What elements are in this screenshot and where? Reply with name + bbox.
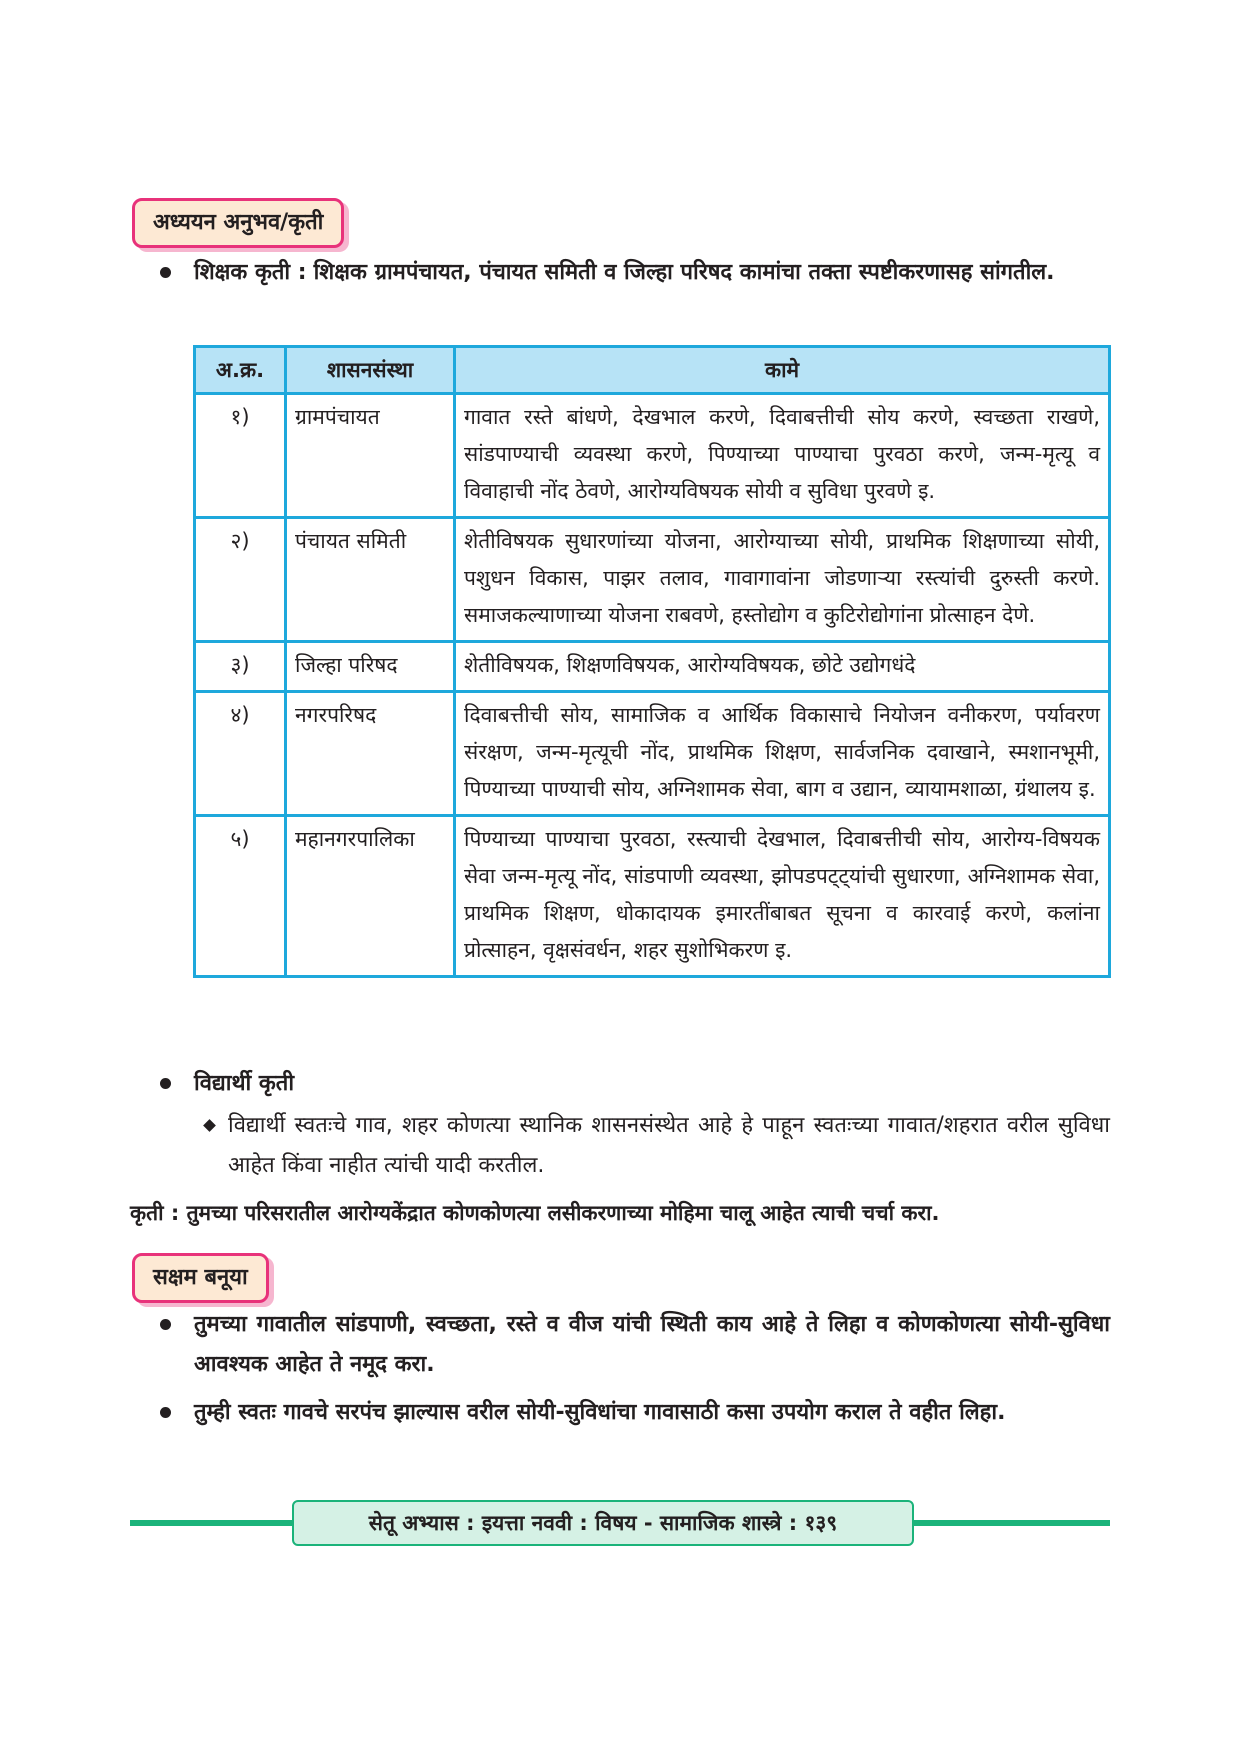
cell-serial: २) bbox=[195, 518, 286, 642]
table-row bbox=[195, 692, 1110, 816]
teacher-activity-label: शिक्षक कृती : bbox=[194, 260, 307, 285]
cell-serial: ३) bbox=[195, 642, 286, 692]
column-header-works: कामे bbox=[455, 347, 1110, 394]
cell-works: शेतीविषयक, शिक्षणविषयक, आरोग्यविषयक, छोटे उद्योगधंदे bbox=[455, 642, 1110, 692]
teacher-activity-item bbox=[160, 253, 1110, 293]
student-activity-subitem bbox=[200, 1106, 1110, 1186]
local-government-works-table bbox=[193, 345, 1111, 978]
diamond-bullet-icon bbox=[203, 1119, 216, 1132]
cell-serial: ५) bbox=[195, 816, 286, 977]
section-heading-be-capable: सक्षम बनूया bbox=[132, 1253, 269, 1303]
column-header-serial: अ.क्र. bbox=[195, 347, 286, 394]
bullet-icon bbox=[160, 1407, 171, 1418]
activity-line bbox=[130, 1193, 1110, 1233]
teacher-activity-text bbox=[194, 253, 1110, 293]
cell-body: महानगरपालिका bbox=[286, 816, 455, 977]
student-activity-item bbox=[160, 1064, 1110, 1104]
cell-works: गावात रस्ते बांधणे, देखभाल करणे, दिवाबत्तीची सोय करणे, स्वच्छता राखणे, सांडपाण्याची व्यवस्था करणे, पिण्याच्या पाण्याचा पुरवठा करणे, जन्म-मृत्यू व विवाहाची नोंद ठेवणे, आरोग्यविषयक सोयी व सुविधा पुरवणे इ. bbox=[455, 394, 1110, 518]
section-heading-learning-activity: अध्ययन अनुभव/कृती bbox=[132, 198, 344, 248]
student-activity-text: विद्यार्थी स्वतःचे गाव, शहर कोणत्या स्थानिक शासनसंस्थेत आहे हे पाहून स्वतःच्या गावात/शहरात वरील सुविधा आहेत किंवा नाहीत त्यांची यादी करतील. bbox=[228, 1113, 1110, 1178]
activity-label: कृती : bbox=[130, 1201, 180, 1225]
footer-banner: सेतू अभ्यास : इयत्ता नववी : विषय - सामाजिक शास्त्रे : १३९ bbox=[292, 1500, 914, 1546]
table-header-row bbox=[195, 347, 1110, 394]
list-item-text: तुम्ही स्वतः गावचे सरपंच झाल्यास वरील सोयी-सुविधांचा गावासाठी कसा उपयोग कराल ते वहीत लिहा. bbox=[194, 1400, 1006, 1425]
table-row bbox=[195, 642, 1110, 692]
table-row bbox=[195, 394, 1110, 518]
cell-serial: १) bbox=[195, 394, 286, 518]
cell-works: पिण्याच्या पाण्याचा पुरवठा, रस्त्याची देखभाल, दिवाबत्तीची सोय, आरोग्य-विषयक सेवा जन्म-मृत्यू नोंद, सांडपाणी व्यवस्था, झोपडपट्ट्यांची सुधारणा, अग्निशामक सेवा, प्राथमिक शिक्षण, धोकादायक इमारतींबाबत सूचना व कारवाई करणे, कलांना प्रोत्साहन, वृक्षसंवर्धन, शहर सुशोभिकरण इ. bbox=[455, 816, 1110, 977]
bullet-icon bbox=[160, 1319, 171, 1330]
cell-body: नगरपरिषद bbox=[286, 692, 455, 816]
student-activity-label: विद्यार्थी कृती bbox=[194, 1071, 295, 1096]
cell-body: जिल्हा परिषद bbox=[286, 642, 455, 692]
list-item bbox=[160, 1393, 1110, 1433]
teacher-activity-body: शिक्षक ग्रामपंचायत, पंचायत समिती व जिल्हा परिषद कामांचा तक्ता स्पष्टीकरणासह सांगतील. bbox=[313, 260, 1055, 285]
cell-serial: ४) bbox=[195, 692, 286, 816]
cell-body: पंचायत समिती bbox=[286, 518, 455, 642]
table-row bbox=[195, 816, 1110, 977]
table-row bbox=[195, 518, 1110, 642]
activity-text: तुमच्या परिसरातील आरोग्यकेंद्रात कोणकोणत्या लसीकरणाच्या मोहिमा चालू आहेत त्याची चर्चा करा. bbox=[186, 1201, 940, 1225]
bullet-icon bbox=[160, 1078, 171, 1089]
bullet-icon bbox=[160, 267, 171, 278]
list-item-text: तुमच्या गावातील सांडपाणी, स्वच्छता, रस्ते व वीज यांची स्थिती काय आहे ते लिहा व कोणकोणत्या सोयी-सुविधा आवश्यक आहेत ते नमूद करा. bbox=[194, 1312, 1110, 1377]
cell-works: दिवाबत्तीची सोय, सामाजिक व आर्थिक विकासाचे नियोजन वनीकरण, पर्यावरण संरक्षण, जन्म-मृत्यूची नोंद, प्राथमिक शिक्षण, सार्वजनिक दवाखाने, स्मशानभूमी, पिण्याच्या पाण्याची सोय, अग्निशामक सेवा, बाग व उद्यान, व्यायामशाळा, ग्रंथालय इ. bbox=[455, 692, 1110, 816]
cell-body: ग्रामपंचायत bbox=[286, 394, 455, 518]
list-item bbox=[160, 1305, 1110, 1385]
cell-works: शेतीविषयक सुधारणांच्या योजना, आरोग्याच्या सोयी, प्राथमिक शिक्षणाच्या सोयी, पशुधन विकास, पाझर तलाव, गावागावांना जोडणाऱ्या रस्त्यांची दुरुस्ती करणे. समाजकल्याणाच्या योजना राबवणे, हस्तोद्योग व कुटिरोद्योगांना प्रोत्साहन देणे. bbox=[455, 518, 1110, 642]
column-header-body: शासनसंस्था bbox=[286, 347, 455, 394]
